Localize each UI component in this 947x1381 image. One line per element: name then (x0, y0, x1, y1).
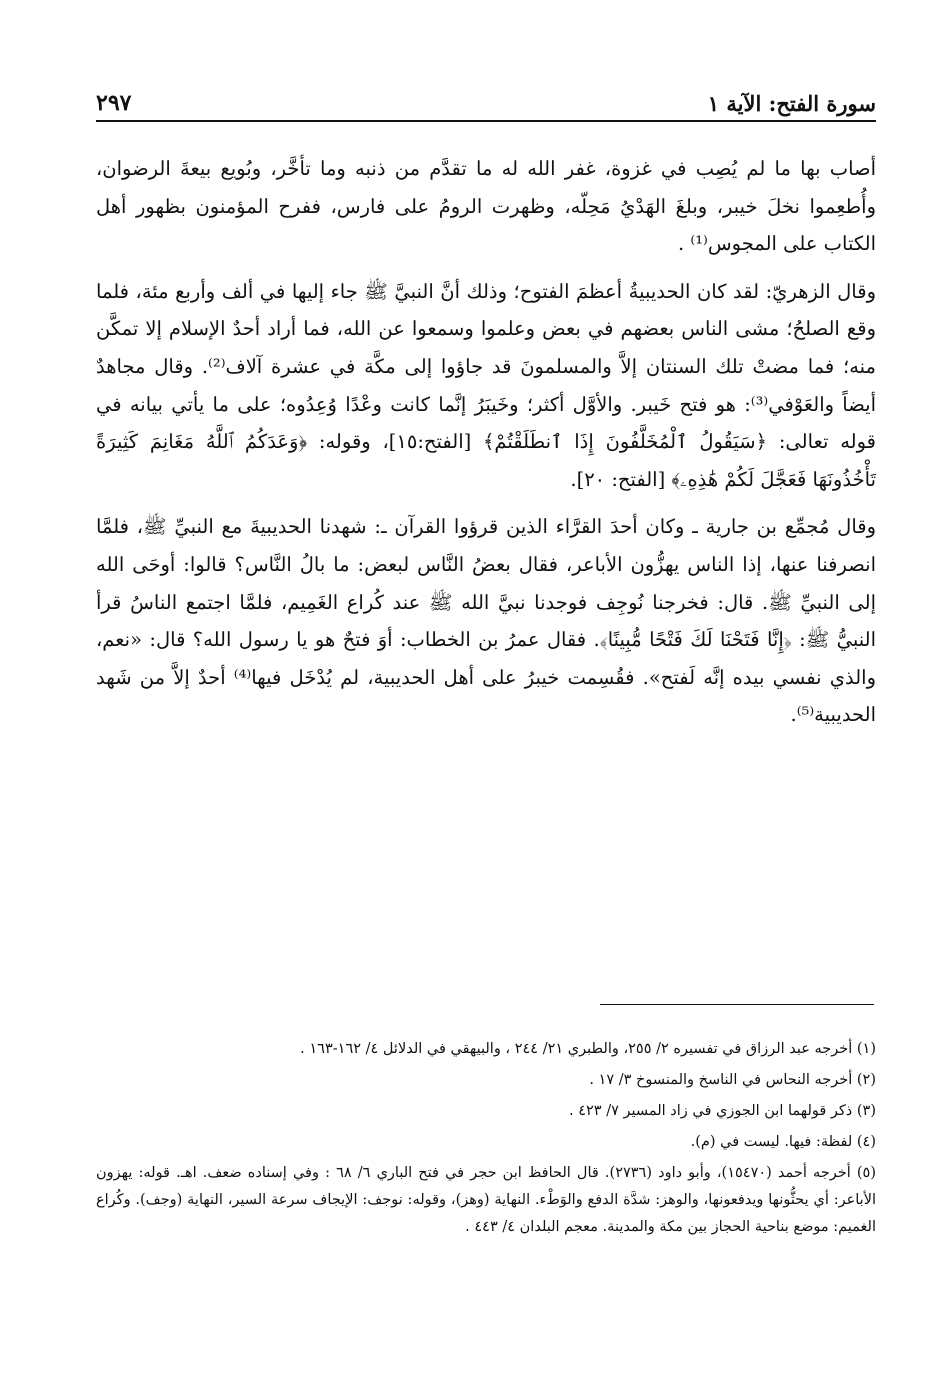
page-header (96, 82, 876, 122)
page-number: ٢٩٧ (96, 90, 132, 116)
paragraph: أصاب بها ما لم يُصِب في غزوة، غفر الله له ما تقدَّم من ذنبه وما تأخَّر، وبُويع بيعةَ الرضوان، وأُطعِموا نخلَ خيبر، وبلغَ الهَدْيُ مَحِلّه، وظهرت الرومُ على فارس، ففرح المؤمنون بظهور أهل الكتاب على المجوس⁽¹⁾ . (96, 157, 876, 256)
paragraph: وقال الزهريّ: لقد كان الحديبيةُ أعظمَ الفتوح؛ وذلك أنَّ النبيَّ ﷺ جاء إليها في ألف وأربع مئة، فلما وقع الصلحُ؛ مشى الناس بعضهم في بعض وعلموا وسمعوا عن الله، فما أراد أحدٌ الإسلام إلا تمكَّن منه؛ فما مضتْ تلك السنتان إلاَّ والمسلمونَ قد جاؤوا إلى مكَّة في عشرة آلاف⁽²⁾. وقال مجاهدٌ أيضاً والعَوْفي⁽³⁾: هو فتح خَيبر. والأوَّل أكثر؛ وخَيبَرُ إنَّما كانت وعْدًا وُعِدُوه؛ على ما يأتي بيانه في قوله تعالى: ﴿سَيَقُولُ ٱلْمُخَلَّفُونَ إِذَا ٱنطَلَقْتُمْ﴾ [الفتح:١٥]، وقوله: ﴿وَعَدَكُمُ ٱللَّهُ مَغَانِمَ كَثِيرَةً تَأْخُذُونَهَا فَعَجَّلَ لَكُمْ هَٰذِهِۦ﴾ [الفتح: ٢٠]. (96, 279, 876, 491)
footnote: (١) أخرجه عبد الرزاق في تفسيره ٢/ ٢٥٥، والطبري ٢١/ ٢٤٤ ، والبيهقي في الدلائل ٤/ ١٦٢-١٦٣ . (300, 1041, 876, 1057)
running-title: سورة الفتح: الآية ١ (707, 91, 876, 116)
footnote-separator (600, 1004, 874, 1005)
paragraph: وقال مُجمِّع بن جارية ـ وكان أحدَ القرَّاء الذين قرؤوا القرآن ـ: شهدنا الحديبيةَ مع النبيِّ ﷺ، فلمَّا انصرفنا عنها، إذا الناس يهزُّون الأباعر، فقال بعضُ النَّاس لبعض: ما بالُ النَّاس؟ قالوا: أوحَى الله إلى النبيِّ ﷺ. قال: فخرجنا نُوجِف فوجدنا نبيَّ الله ﷺ عند كُراع الغَمِيم، فلمَّا اجتمع الناسُ قرأ النبيُّ ﷺ: ﴿إِنَّا فَتَحْنَا لَكَ فَتْحًا مُّبِينًا﴾. فقال عمرُ بن الخطاب: أوَ فتحٌ هو يا رسول الله؟ قال: «نعم، والذي نفسي بيده إنَّه لَفتح». فقُسِمت خيبرُ على أهل الحديبية، لم يُدْخَل فيها⁽⁴⁾ أحدٌ إلاَّ من شَهد الحديبية⁽⁵⁾. (96, 515, 876, 727)
footnote: (٢) أخرجه النحاس في الناسخ والمنسوخ ٣/ ١٧ . (589, 1072, 876, 1088)
footnote: (٣) ذكر قولهما ابن الجوزي في زاد المسير ٧/ ٤٢٣ . (569, 1103, 876, 1119)
footnotes (96, 1036, 876, 1245)
footnote: (٥) أخرجه أحمد (١٥٤٧٠)، وأبو داود (٢٧٣٦). قال الحافظ ابن حجر في فتح الباري ٦/ ٦٨ : وفي إسناده ضعف. اهـ. قوله: يهزون الأباعر: أي يحثُّونها ويدفعونها، والوهز: شدَّة الدفع والوَطْء. النهاية (وهز)، وقوله: نوجف: الإيجاف سرعة السير، النهاية (وجف). وكُراع الغميم: موضع بناحية الحجاز بين مكة والمدينة. معجم البلدان ٤/ ٤٤٣ . (96, 1165, 877, 1235)
main-text (96, 150, 876, 734)
footnote: (٤) لفظة: فيها. ليست في (م). (690, 1134, 876, 1150)
